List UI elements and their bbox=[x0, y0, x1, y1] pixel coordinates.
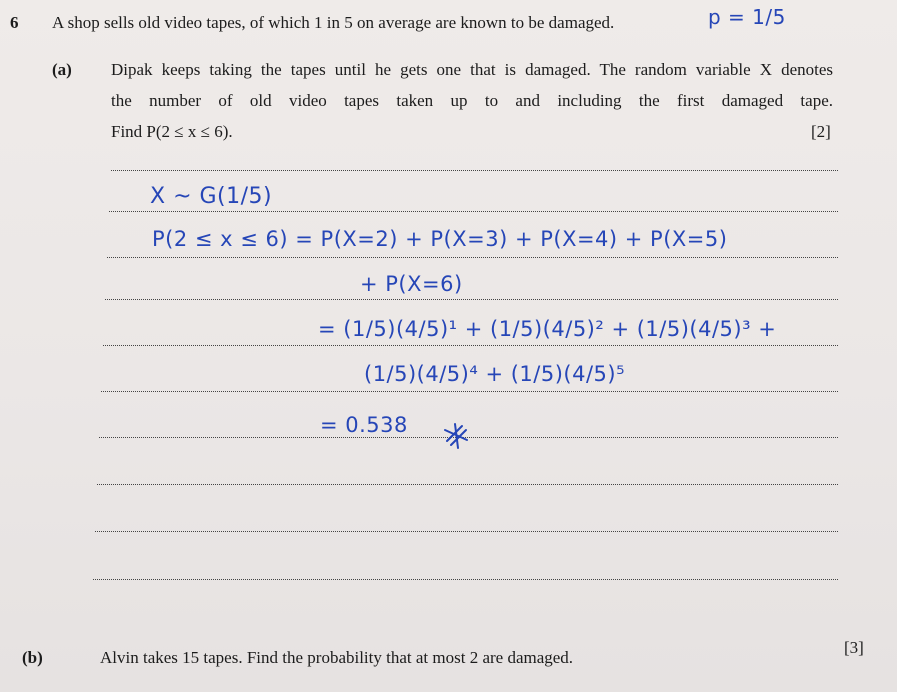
question-number: 6 bbox=[10, 13, 19, 32]
part-a-line1: Dipak keeps taking the tapes until he gets one that is damaged. The random variable X denotes bbox=[111, 60, 833, 79]
working-line-3: + P(X=6) bbox=[360, 272, 463, 296]
part-b-text: Alvin takes 15 tapes. Find the probability that at most 2 are damaged. bbox=[100, 648, 574, 667]
part-a-line2: the number of old video tapes taken up to and including the first damaged tape. bbox=[111, 91, 833, 110]
working-line-5: (1/5)(4/5)⁴ + (1/5)(4/5)⁵ bbox=[364, 362, 626, 386]
working-line-6: = 0.538 bbox=[320, 413, 408, 437]
question-stem: A shop sells old video tapes, of which 1 in 5 on average are known to be damaged. bbox=[52, 13, 615, 32]
part-a-label: (a) bbox=[52, 60, 72, 79]
handwritten-p-note: p = 1/5 bbox=[708, 5, 786, 29]
working-line-2: P(2 ≤ x ≤ 6) = P(X=2) + P(X=3) + P(X=4) + P(X=5) bbox=[152, 227, 728, 251]
part-a-find: Find P(2 ≤ x ≤ 6). bbox=[111, 122, 233, 141]
part-a-marks: [2] bbox=[811, 122, 831, 141]
part-b-marks: [3] bbox=[844, 638, 864, 657]
working-line-4: = (1/5)(4/5)¹ + (1/5)(4/5)² + (1/5)(4/5)³ + bbox=[318, 317, 777, 341]
part-b-label: (b) bbox=[22, 648, 43, 667]
working-line-1: X ~ G(1/5) bbox=[150, 184, 273, 209]
